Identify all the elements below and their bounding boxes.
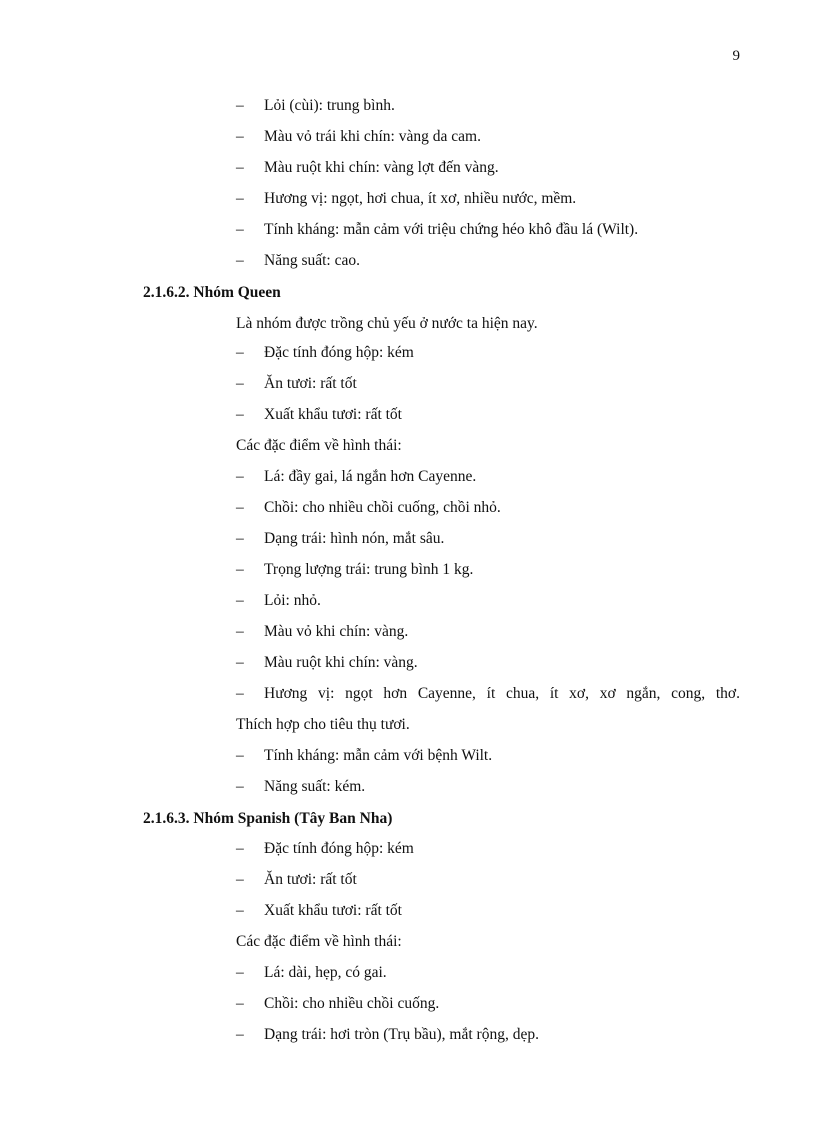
list-item <box>236 838 414 860</box>
list-item <box>236 900 402 922</box>
dash-bullet: – <box>236 685 244 702</box>
list-item-text: Hương vị: ngọt, hơi chua, ít xơ, nhiều nước, mềm. <box>264 190 577 207</box>
list-item-text: Chồi: cho nhiều chồi cuống. <box>264 995 440 1012</box>
dash-bullet: – <box>236 375 244 392</box>
dash-bullet: – <box>236 97 244 114</box>
list-item-text: Đặc tính đóng hộp: kém <box>264 840 414 857</box>
list-item-text: Dạng trái: hình nón, mắt sâu. <box>264 530 445 547</box>
list-item-text: Hương vị: ngọt hơn Cayenne, ít chua, ít xơ, xơ ngắn, cong, thơ. <box>264 685 740 702</box>
dash-bullet: – <box>236 623 244 640</box>
list-item <box>236 1024 539 1046</box>
list-item <box>236 869 357 891</box>
list-item-text: Dạng trái: hơi tròn (Trụ bầu), mắt rộng, dẹp. <box>264 1026 539 1043</box>
dash-bullet: – <box>236 1026 244 1043</box>
list-item <box>236 157 499 179</box>
list-item <box>236 652 418 674</box>
list-item <box>236 528 444 550</box>
list-item-text: Lỏi: nhỏ. <box>264 592 321 609</box>
dash-bullet: – <box>236 252 244 269</box>
list-item-text: Ăn tươi: rất tốt <box>264 871 357 888</box>
list-item-text: Xuất khẩu tươi: rất tốt <box>264 406 402 423</box>
list-item-text: Màu vỏ trái khi chín: vàng da cam. <box>264 128 481 145</box>
dash-bullet: – <box>236 747 244 764</box>
list-item-text: Lỏi (cùi): trung bình. <box>264 97 395 114</box>
dash-bullet: – <box>236 654 244 671</box>
section-heading-queen: 2.1.6.2. Nhóm Queen <box>143 284 281 301</box>
list-item <box>236 621 408 643</box>
dash-bullet: – <box>236 190 244 207</box>
dash-bullet: – <box>236 530 244 547</box>
page-number: 9 <box>732 48 740 64</box>
list-item <box>236 745 492 767</box>
list-item <box>236 250 360 272</box>
paragraph: Thích hợp cho tiêu thụ tươi. <box>236 716 410 733</box>
list-item-text: Màu ruột khi chín: vàng lợt đến vàng. <box>264 159 499 176</box>
dash-bullet: – <box>236 592 244 609</box>
list-item <box>236 590 321 612</box>
paragraph: Các đặc điểm về hình thái: <box>236 437 402 454</box>
dash-bullet: – <box>236 128 244 145</box>
dash-bullet: – <box>236 221 244 238</box>
list-item-text: Đặc tính đóng hộp: kém <box>264 344 414 361</box>
section-heading-spanish: 2.1.6.3. Nhóm Spanish (Tây Ban Nha) <box>143 810 393 827</box>
list-item <box>236 683 740 705</box>
list-item <box>236 373 357 395</box>
list-item-text: Năng suất: cao. <box>264 252 360 269</box>
list-item <box>236 219 638 241</box>
list-item <box>236 95 395 117</box>
paragraph: Các đặc điểm về hình thái: <box>236 933 402 950</box>
list-item <box>236 962 387 984</box>
list-item <box>236 126 481 148</box>
dash-bullet: – <box>236 499 244 516</box>
dash-bullet: – <box>236 964 244 981</box>
dash-bullet: – <box>236 344 244 361</box>
dash-bullet: – <box>236 902 244 919</box>
dash-bullet: – <box>236 561 244 578</box>
list-item <box>236 776 365 798</box>
list-item <box>236 342 414 364</box>
list-item-text: Xuất khẩu tươi: rất tốt <box>264 902 402 919</box>
dash-bullet: – <box>236 778 244 795</box>
dash-bullet: – <box>236 406 244 423</box>
list-item-text: Tính kháng: mẫn cảm với bệnh Wilt. <box>264 747 493 764</box>
dash-bullet: – <box>236 871 244 888</box>
list-item <box>236 404 402 426</box>
paragraph: Là nhóm được trồng chủ yếu ở nước ta hiện nay. <box>236 315 538 332</box>
list-item <box>236 466 476 488</box>
list-item-text: Tính kháng: mẫn cảm với triệu chứng héo khô đầu lá (Wilt). <box>264 221 639 238</box>
dash-bullet: – <box>236 840 244 857</box>
dash-bullet: – <box>236 159 244 176</box>
list-item-text: Màu ruột khi chín: vàng. <box>264 654 418 671</box>
list-item <box>236 559 473 581</box>
list-item <box>236 497 501 519</box>
list-item-text: Chồi: cho nhiều chồi cuống, chồi nhỏ. <box>264 499 501 516</box>
dash-bullet: – <box>236 468 244 485</box>
list-item-text: Màu vỏ khi chín: vàng. <box>264 623 409 640</box>
list-item-text: Ăn tươi: rất tốt <box>264 375 357 392</box>
list-item-text: Lá: dài, hẹp, có gai. <box>264 964 387 981</box>
list-item-text: Trọng lượng trái: trung bình 1 kg. <box>264 561 474 578</box>
list-item <box>236 993 439 1015</box>
dash-bullet: – <box>236 995 244 1012</box>
list-item-text: Năng suất: kém. <box>264 778 366 795</box>
list-item-text: Lá: đầy gai, lá ngắn hơn Cayenne. <box>264 468 477 485</box>
list-item <box>236 188 576 210</box>
